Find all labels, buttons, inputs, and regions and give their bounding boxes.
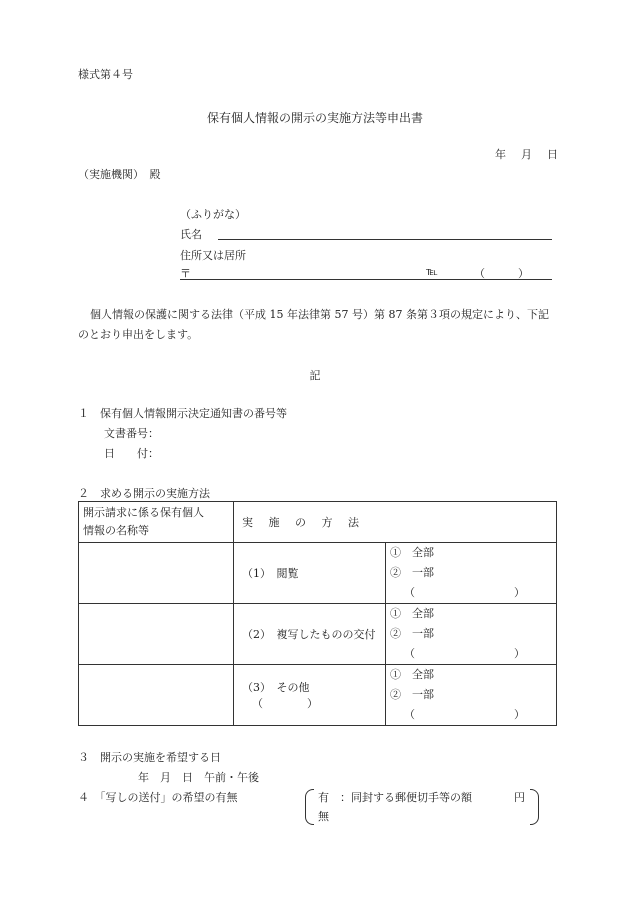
col2-header: 実 施 の 方 法 [234,502,557,543]
right-brace [530,789,539,825]
section1-heading: １ 保有個人情報開示決定通知書の番号等 [78,407,287,420]
method-cell [234,543,386,604]
section4-heading: ４ 「写しの送付」の希望の有無 [78,791,238,804]
body-line-1: 個人情報の保護に関する法律（平成 15 年法律第 57 号）第 87 条第３項の規定により、下記 [90,308,549,321]
yen-label: 円 [514,791,525,804]
option-detail[interactable]: （ ） [404,647,525,660]
section3-heading: ３ 開示の実施を希望する日 [78,751,221,764]
table-header-row [79,502,557,543]
left-brace [305,789,314,825]
options-cell [386,665,557,726]
method-label: （1） 閲覧 [242,567,299,580]
option-all[interactable]: ① 全部 [390,607,434,620]
options-cell [386,543,557,604]
table-row [79,604,557,665]
option-yes-detail: ：同封する郵便切手等の額 [340,791,472,804]
info-name-cell[interactable] [79,604,234,665]
name-label: 氏名 [180,228,202,241]
name-underline [218,239,552,240]
body-line-2: のとおり申出をします。 [78,328,199,341]
info-name-cell[interactable] [79,665,234,726]
date-label: 日 付： [104,447,159,460]
option-part[interactable]: ② 一部 [390,688,434,701]
option-all[interactable]: ① 全部 [390,668,434,681]
postal-mark: 〒 [180,267,191,280]
option-yes[interactable]: 有 [318,791,329,804]
method-label: （2） 複写したものの交付 [242,628,376,641]
info-name-cell[interactable] [79,543,234,604]
option-detail[interactable]: （ ） [404,586,525,599]
form-number: 様式第４号 [78,68,133,81]
section2-heading: ２ 求める開示の実施方法 [78,487,210,500]
option-part[interactable]: ② 一部 [390,566,434,579]
date-line: 年 月 日 [495,148,560,161]
col1-header [79,502,234,543]
page-title: 保有個人情報の開示の実施方法等申出書 [206,111,423,125]
option-all[interactable]: ① 全部 [390,546,434,559]
disclosure-method-table [78,501,557,726]
preferred-date-fields[interactable]: 年 月 日 午前・午後 [138,771,259,784]
method-extra[interactable]: （ ） [252,697,318,710]
tel-label: ℡ [426,265,438,278]
tel-paren: （ ） [474,267,529,280]
doc-number-label: 文書番号： [104,427,159,440]
method-label: （3） その他 [242,681,310,694]
options-cell [386,604,557,665]
option-detail[interactable]: （ ） [404,708,525,721]
address-label: 住所又は居所 [180,249,246,262]
table-row [79,543,557,604]
option-part[interactable]: ② 一部 [390,627,434,640]
option-no[interactable]: 無 [318,810,329,823]
ki-heading: 記 [309,369,321,382]
addressee: （実施機関） 殿 [78,168,161,181]
method-cell [234,604,386,665]
address-underline [180,279,552,280]
col1-header-line2: 情報の名称等 [83,524,149,537]
furigana-label: （ふりがな） [180,208,246,221]
col1-header-line1: 開示請求に係る保有個人 [83,506,204,519]
table-row [79,665,557,726]
method-cell [234,665,386,726]
